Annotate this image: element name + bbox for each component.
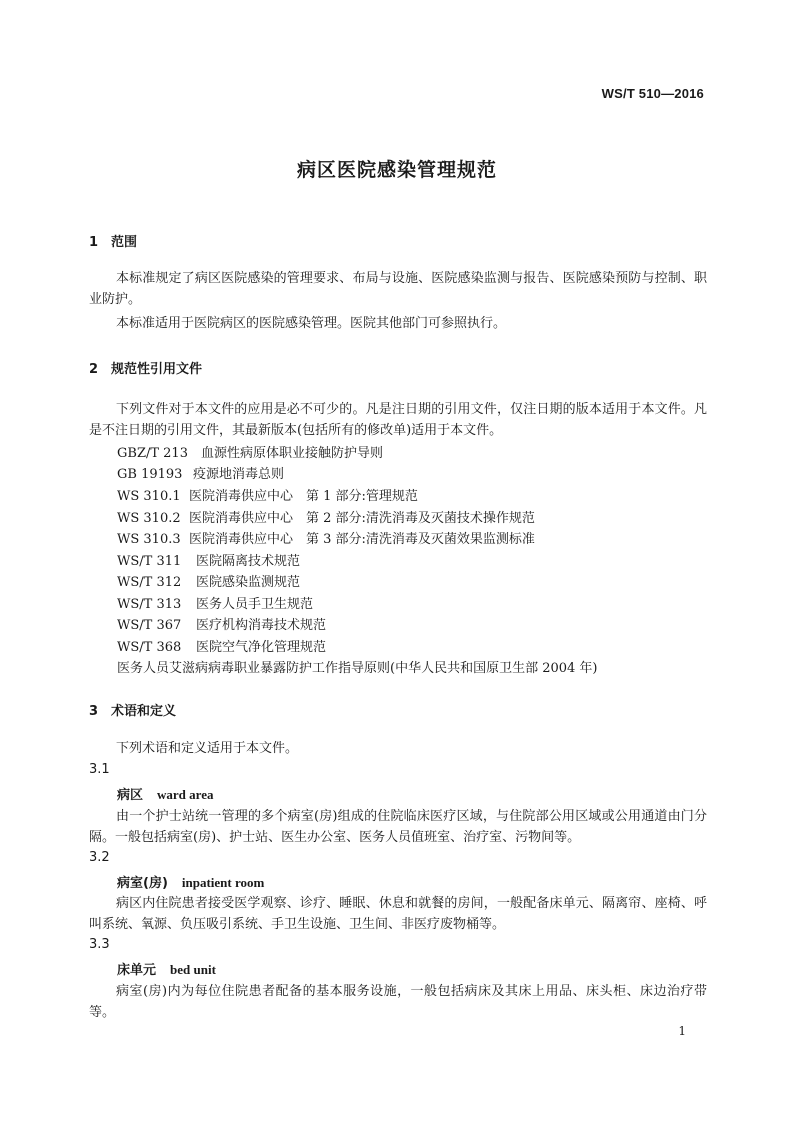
reference-item (117, 442, 383, 461)
reference-code: WS/T 313 (117, 597, 182, 612)
reference-code: WS/T 312 (117, 575, 182, 590)
section-number: 3 (89, 704, 99, 719)
reference-item (117, 507, 535, 526)
term-number: 3.1 (89, 762, 110, 777)
term-definition: 由一个护士站统一管理的多个病室(房)组成的住院临床医疗区域，与住院部公用区域或公用通道由门分隔。一般包括病室(房)、护士站、医生办公室、医务人员值班室、治疗室、污物间等。 (89, 809, 707, 845)
reference-item (117, 614, 326, 633)
term-heading (117, 872, 264, 891)
reference-code: WS 310.2 (117, 511, 181, 526)
term-heading (117, 959, 216, 978)
reference-code: GBZ/T 213 (117, 446, 188, 461)
reference-title: 医院消毒供应中心 第 3 部分:清洗消毒及灭菌效果监测标准 (189, 532, 535, 547)
term-en: inpatient room (181, 875, 265, 890)
section-title: 规范性引用文件 (111, 362, 203, 377)
section-1-paragraph-2: 本标准适用于医院病区的医院感染管理。医院其他部门可参照执行。 (116, 316, 507, 331)
reference-title: 医院消毒供应中心 第 2 部分:清洗消毒及灭菌技术操作规范 (189, 511, 535, 526)
reference-item (117, 593, 313, 612)
reference-code: WS/T 367 (117, 618, 182, 633)
section-3-intro: 下列术语和定义适用于本文件。 (116, 741, 299, 756)
standard-number: WS/T 510—2016 (601, 86, 704, 101)
reference-item (117, 571, 300, 590)
section-title: 术语和定义 (111, 704, 177, 719)
section-1-heading (89, 231, 137, 250)
reference-title: 医务人员手卫生规范 (196, 597, 314, 612)
reference-item (117, 528, 535, 547)
term-definition: 病区内住院患者接受医学观察、诊疗、睡眠、休息和就餐的房间，一般配备床单元、隔离帘、座椅、呼叫系统、氧源、负压吸引系统、手卫生设施、卫生间、非医疗废物桶等。 (89, 896, 707, 932)
reference-code: WS/T 311 (117, 554, 182, 569)
reference-item (117, 463, 284, 482)
section-title: 范围 (111, 235, 138, 250)
reference-item (117, 485, 418, 504)
reference-title: 医院感染监测规范 (196, 575, 301, 590)
section-1-paragraph-1: 本标准规定了病区医院感染的管理要求、布局与设施、医院感染监测与报告、医院感染预防与控制、职业防护。 (89, 271, 707, 307)
section-2-heading (89, 358, 202, 377)
reference-code: WS/T 368 (117, 640, 182, 655)
term-number: 3.2 (89, 850, 110, 865)
section-3-heading (89, 700, 176, 719)
term-en: ward area (157, 787, 214, 802)
reference-title: 医院空气净化管理规范 (196, 640, 327, 655)
term-zh: 病室(房) (117, 876, 168, 891)
term-en: bed unit (170, 962, 216, 977)
reference-title: 医院消毒供应中心 第 1 部分:管理规范 (189, 489, 418, 504)
section-number: 2 (89, 362, 99, 377)
reference-code: WS 310.1 (117, 489, 181, 504)
term-heading (117, 784, 213, 803)
reference-title: 血源性病原体职业接触防护导则 (201, 446, 384, 461)
reference-title: 医疗机构消毒技术规范 (196, 618, 327, 633)
document-title: 病区医院感染管理规范 (296, 159, 497, 181)
page-number: 1 (678, 1024, 686, 1038)
term-zh: 病区 (117, 788, 144, 803)
reference-item (117, 550, 300, 569)
reference-code: GB 19193 (117, 467, 183, 482)
section-number: 1 (89, 235, 99, 250)
term-number: 3.3 (89, 937, 110, 952)
reference-item (117, 636, 326, 655)
term-definition: 病室(房)内为每位住院患者配备的基本服务设施，一般包括病床及其床上用品、床头柜、床边治疗带等。 (89, 984, 707, 1020)
reference-title: 医院隔离技术规范 (196, 554, 301, 569)
reference-item-last: 医务人员艾滋病病毒职业暴露防护工作指导原则(中华人民共和国原卫生部 2004 年) (117, 661, 598, 676)
reference-code: WS 310.3 (117, 532, 181, 547)
reference-title: 疫源地消毒总则 (193, 467, 285, 482)
term-zh: 床单元 (117, 963, 157, 978)
section-2-intro: 下列文件对于本文件的应用是必不可少的。凡是注日期的引用文件，仅注日期的版本适用于本文件。凡是不注日期的引用文件，其最新版本(包括所有的修改单)适用于本文件。 (89, 402, 707, 438)
